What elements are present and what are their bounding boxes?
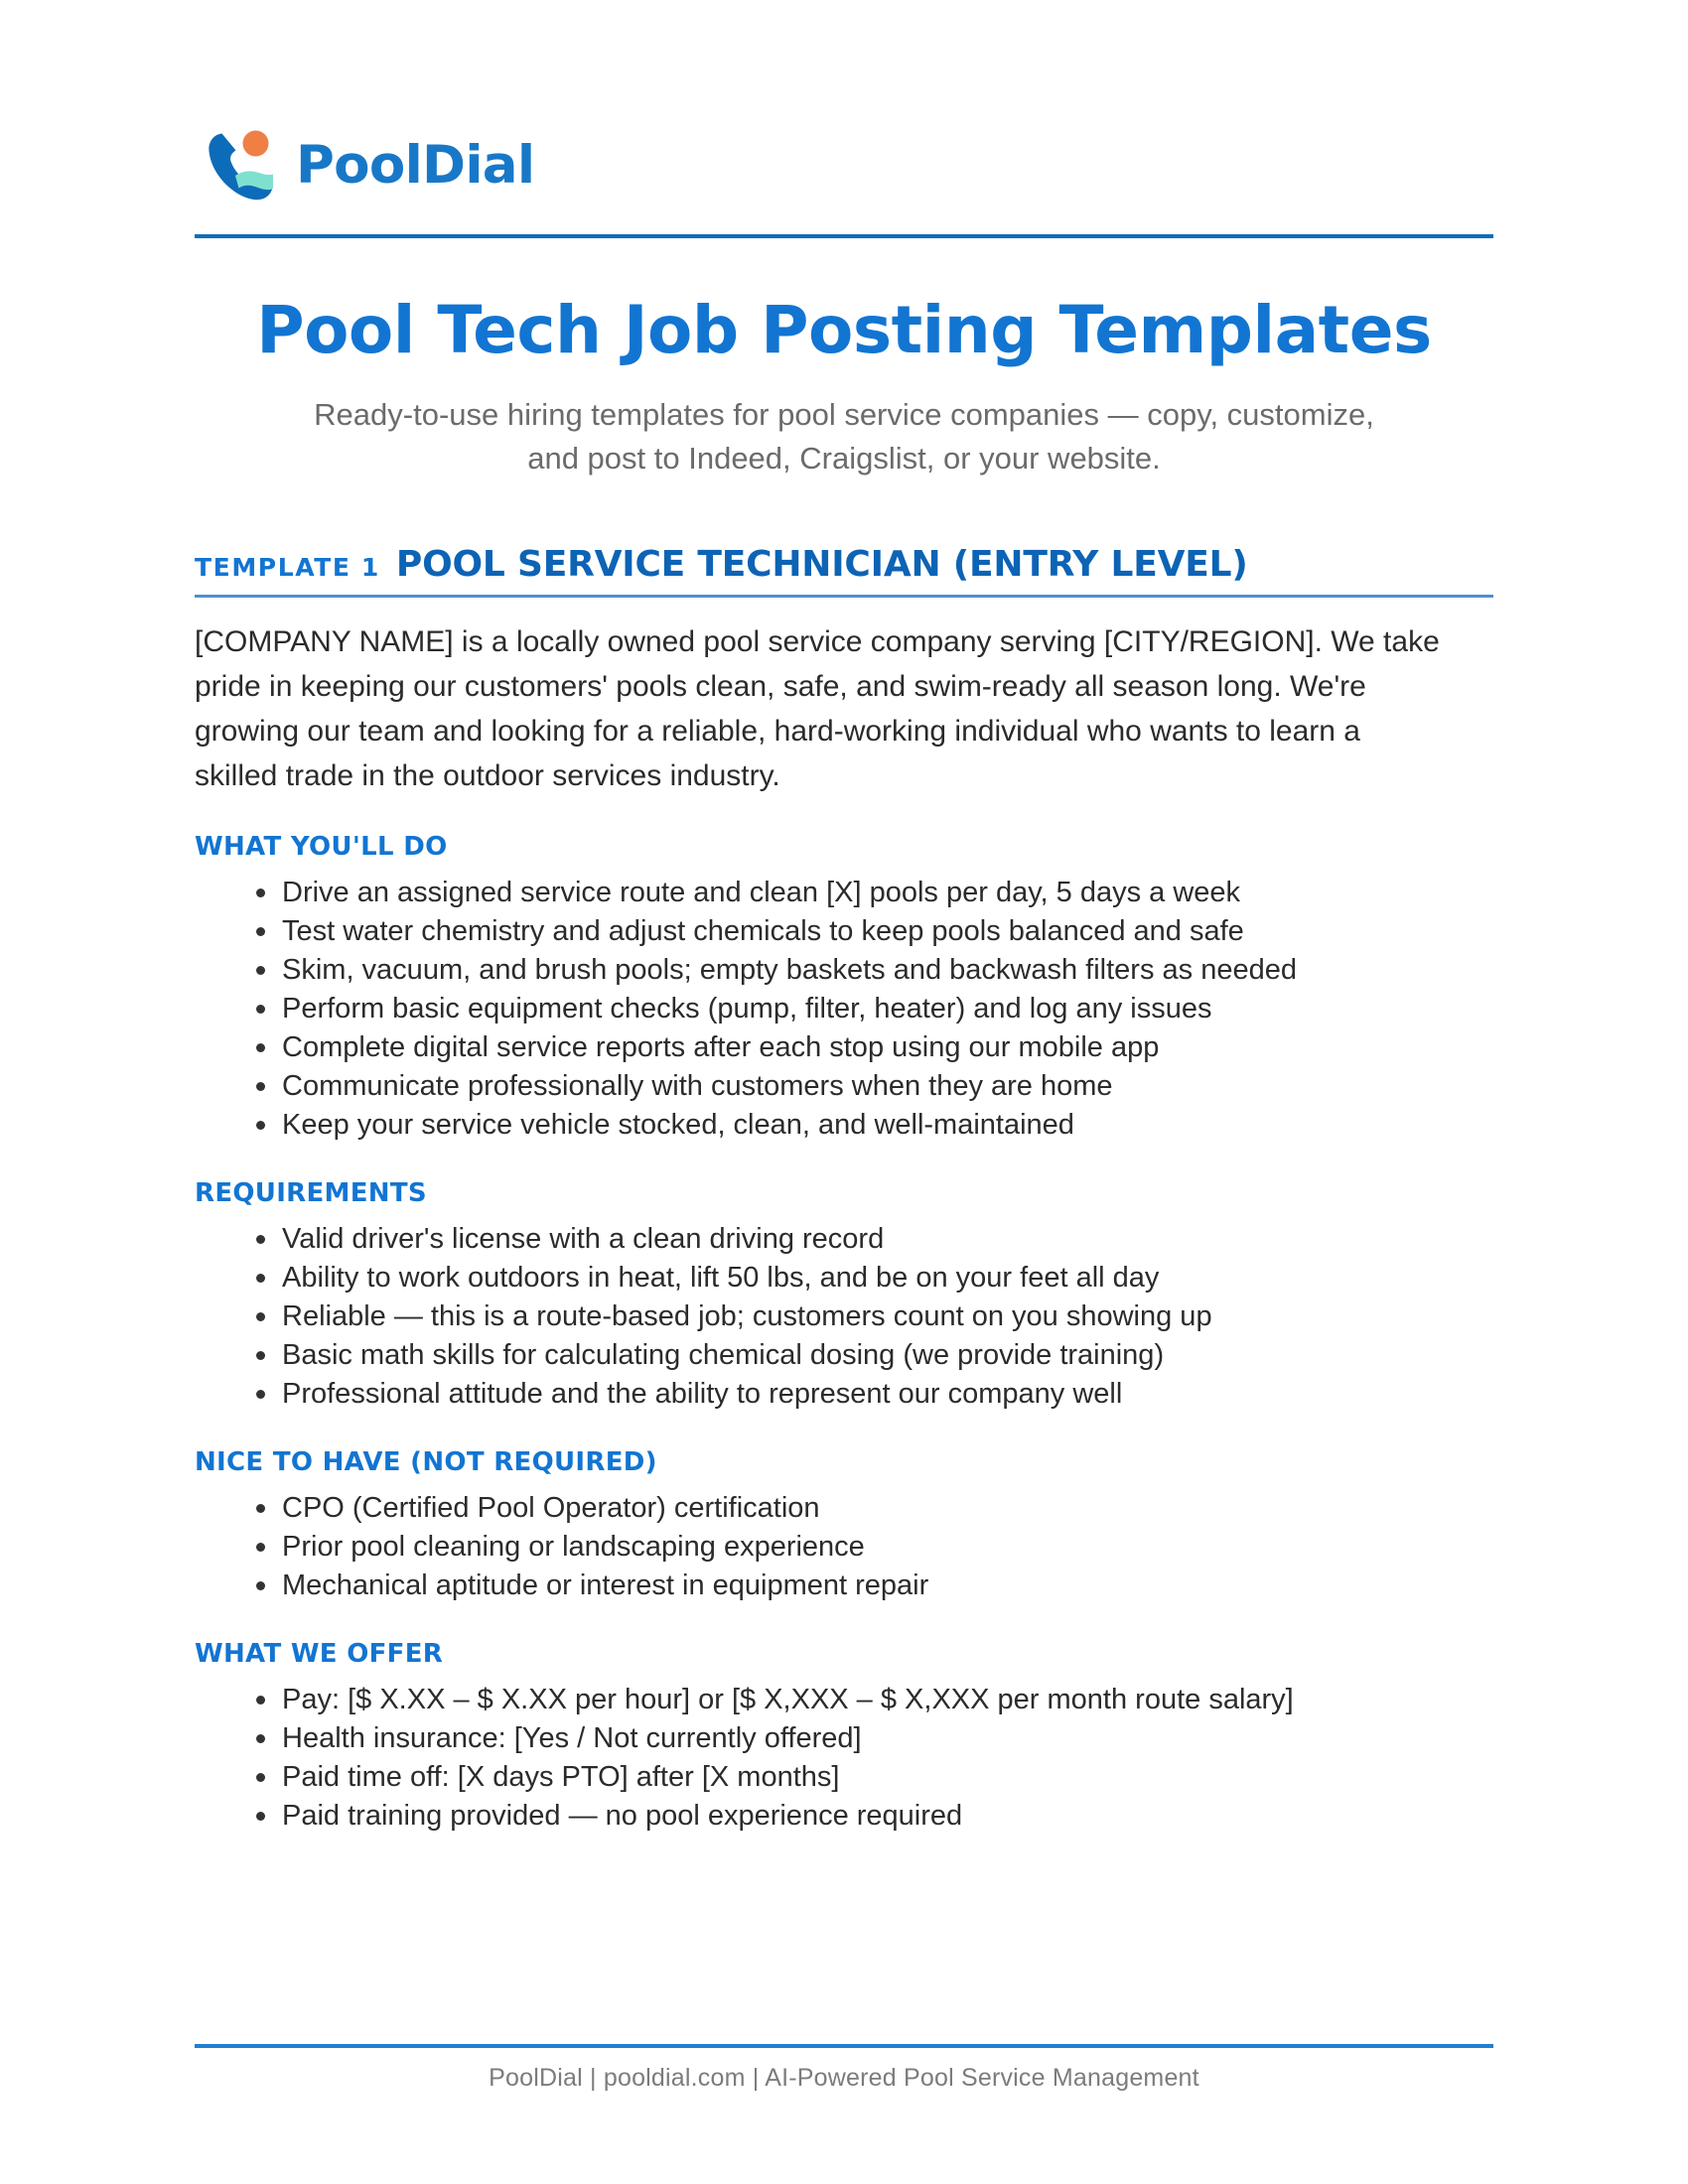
- template-kicker: TEMPLATE 1: [195, 552, 380, 582]
- list-item: Skim, vacuum, and brush pools; empty baskets and backwash filters as needed: [256, 951, 1493, 990]
- list-item: Complete digital service reports after each stop using our mobile app: [256, 1028, 1493, 1067]
- header-divider: [195, 234, 1493, 238]
- list-item: Mechanical aptitude or interest in equipment repair: [256, 1567, 1493, 1605]
- list-item: Pay: [$ X.XX – $ X.XX per hour] or [$ X,XXX – $ X,XXX per month route salary]: [256, 1681, 1493, 1719]
- phone-sun-wave-icon: [195, 119, 286, 210]
- list-item: Ability to work outdoors in heat, lift 50 lbs, and be on your feet all day: [256, 1259, 1493, 1297]
- bullet-list: [195, 874, 1493, 1145]
- list-item: CPO (Certified Pool Operator) certification: [256, 1489, 1493, 1528]
- subsection-heading: NICE TO HAVE (NOT REQUIRED): [195, 1446, 657, 1477]
- template-section-header: [195, 544, 1493, 598]
- template-title: POOL SERVICE TECHNICIAN (ENTRY LEVEL): [395, 543, 1248, 585]
- bullet-list: [195, 1681, 1493, 1836]
- list-item: Basic math skills for calculating chemical dosing (we provide training): [256, 1336, 1493, 1375]
- document-header: [195, 0, 1493, 212]
- list-item: Prior pool cleaning or landscaping experience: [256, 1528, 1493, 1567]
- list-item: Perform basic equipment checks (pump, filter, heater) and log any issues: [256, 990, 1493, 1028]
- page-subtitle: Ready-to-use hiring templates for pool service companies — copy, customize, and post to Indeed, Craigslist, or your website.: [314, 396, 1374, 476]
- list-item: Health insurance: [Yes / Not currently offered]: [256, 1719, 1493, 1758]
- list-item: Valid driver's license with a clean driving record: [256, 1220, 1493, 1259]
- list-item: Communicate professionally with customers when they are home: [256, 1067, 1493, 1106]
- brand-wordmark: PoolDial: [296, 134, 535, 196]
- bullet-list: [195, 1489, 1493, 1605]
- list-item: Paid training provided — no pool experience required: [256, 1797, 1493, 1836]
- title-block: [195, 294, 1493, 480]
- bullet-list: [195, 1220, 1493, 1414]
- list-item: Professional attitude and the ability to represent our company well: [256, 1375, 1493, 1414]
- subsection-heading: WHAT YOU'LL DO: [195, 831, 448, 862]
- footer-divider: [195, 2044, 1493, 2048]
- list-item: Paid time off: [X days PTO] after [X months]: [256, 1758, 1493, 1797]
- list-item: Reliable — this is a route-based job; customers count on you showing up: [256, 1297, 1493, 1336]
- brand-logo: [195, 117, 1493, 212]
- document-footer: [195, 2044, 1493, 2093]
- list-item: Drive an assigned service route and clean [X] pools per day, 5 days a week: [256, 874, 1493, 912]
- list-item: Test water chemistry and adjust chemicals to keep pools balanced and safe: [256, 912, 1493, 951]
- subsection-heading: WHAT WE OFFER: [195, 1638, 444, 1669]
- footer-text: PoolDial | pooldial.com | AI-Powered Pool Service Management: [489, 2064, 1199, 2092]
- list-item: Keep your service vehicle stocked, clean, and well-maintained: [256, 1106, 1493, 1145]
- page-title: Pool Tech Job Posting Templates: [256, 292, 1432, 368]
- subsection-heading: REQUIREMENTS: [195, 1177, 427, 1208]
- template-section: [195, 544, 1493, 1836]
- template-intro: [COMPANY NAME] is a locally owned pool service company serving [CITY/REGION]. We take pride in keeping our customers' pools clean, safe, and swim-ready all season long. We're growing our team and looking for a reliable, hard-working individual who wants to learn a skilled trade in the outdoor services industry.: [195, 624, 1440, 792]
- template-subsections: [195, 832, 1493, 1836]
